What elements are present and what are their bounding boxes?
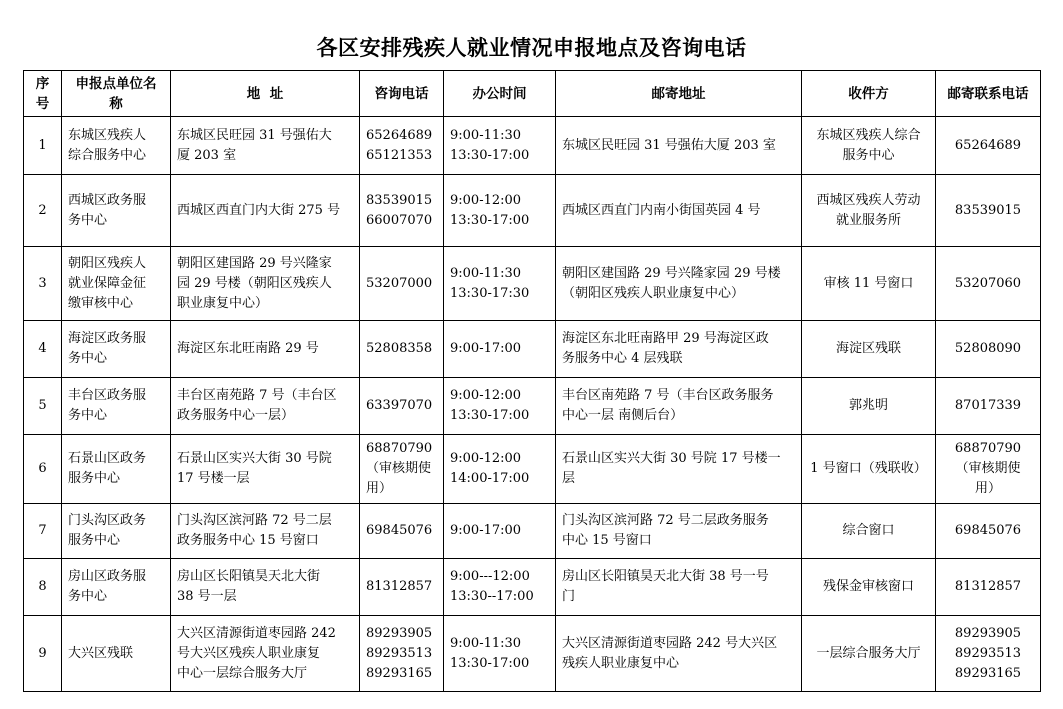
table-row — [24, 616, 1041, 692]
cell-hours: 9:00-17:00 — [444, 504, 556, 559]
header-hours: 办公时间 — [444, 71, 556, 117]
cell-mail-address: 朝阳区建国路 29 号兴隆家园 29 号楼 （朝阳区残疾人职业康复中心） — [556, 247, 802, 321]
table-row — [24, 117, 1041, 175]
table-row — [24, 504, 1041, 559]
table-row — [24, 435, 1041, 504]
header-unit: 申报点单位名 称 — [62, 71, 171, 117]
cell-recipient: 一层综合服务大厅 — [802, 616, 936, 692]
table-row — [24, 321, 1041, 378]
cell-seq: 7 — [24, 504, 62, 559]
cell-recipient: 郭兆明 — [802, 378, 936, 435]
cell-seq: 2 — [24, 175, 62, 247]
cell-address: 大兴区清源街道枣园路 242 号大兴区残疾人职业康复 中心一层综合服务大厅 — [171, 616, 360, 692]
cell-mail-address: 丰台区南苑路 7 号（丰台区政务服务 中心一层 南侧后台） — [556, 378, 802, 435]
cell-recipient: 残保金审核窗口 — [802, 559, 936, 616]
cell-mail-phone: 81312857 — [936, 559, 1041, 616]
cell-hours: 9:00-11:30 13:30-17:00 — [444, 616, 556, 692]
cell-address: 东城区民旺园 31 号强佑大 厦 203 室 — [171, 117, 360, 175]
cell-recipient: 综合窗口 — [802, 504, 936, 559]
table-row — [24, 247, 1041, 321]
cell-mail-phone: 68870790 （审核期使 用） — [936, 435, 1041, 504]
cell-seq: 8 — [24, 559, 62, 616]
cell-phone: 81312857 — [360, 559, 444, 616]
cell-phone: 89293905 89293513 89293165 — [360, 616, 444, 692]
registration-table — [23, 70, 1041, 692]
header-recipient: 收件方 — [802, 71, 936, 117]
cell-mail-address: 海淀区东北旺南路甲 29 号海淀区政 务服务中心 4 层残联 — [556, 321, 802, 378]
cell-unit: 西城区政务服 务中心 — [62, 175, 171, 247]
cell-phone: 68870790 （审核期使 用） — [360, 435, 444, 504]
cell-recipient: 东城区残疾人综合 服务中心 — [802, 117, 936, 175]
cell-address: 海淀区东北旺南路 29 号 — [171, 321, 360, 378]
cell-mail-address: 大兴区清源街道枣园路 242 号大兴区 残疾人职业康复中心 — [556, 616, 802, 692]
cell-address: 西城区西直门内大街 275 号 — [171, 175, 360, 247]
cell-address: 朝阳区建国路 29 号兴隆家 园 29 号楼（朝阳区残疾人 职业康复中心） — [171, 247, 360, 321]
cell-hours: 9:00---12:00 13:30--17:00 — [444, 559, 556, 616]
header-mail-address: 邮寄地址 — [556, 71, 802, 117]
cell-recipient: 海淀区残联 — [802, 321, 936, 378]
cell-mail-address: 房山区长阳镇昊天北大街 38 号一号 门 — [556, 559, 802, 616]
cell-recipient: 1 号窗口（残联收） — [802, 435, 936, 504]
cell-mail-address: 石景山区实兴大街 30 号院 17 号楼一 层 — [556, 435, 802, 504]
header-address: 地 址 — [171, 71, 360, 117]
cell-phone: 53207000 — [360, 247, 444, 321]
page-title: 各区安排残疾人就业情况申报地点及咨询电话 — [316, 36, 747, 60]
cell-unit: 海淀区政务服 务中心 — [62, 321, 171, 378]
cell-unit: 丰台区政务服 务中心 — [62, 378, 171, 435]
cell-phone: 83539015 66007070 — [360, 175, 444, 247]
cell-hours: 9:00-12:00 13:30-17:00 — [444, 175, 556, 247]
table-row — [24, 559, 1041, 616]
cell-phone: 63397070 — [360, 378, 444, 435]
cell-mail-phone: 87017339 — [936, 378, 1041, 435]
cell-unit: 大兴区残联 — [62, 616, 171, 692]
cell-seq: 9 — [24, 616, 62, 692]
cell-mail-phone: 89293905 89293513 89293165 — [936, 616, 1041, 692]
cell-seq: 6 — [24, 435, 62, 504]
cell-phone: 69845076 — [360, 504, 444, 559]
cell-hours: 9:00-12:00 14:00-17:00 — [444, 435, 556, 504]
cell-unit: 东城区残疾人 综合服务中心 — [62, 117, 171, 175]
cell-hours: 9:00-11:30 13:30-17:00 — [444, 117, 556, 175]
cell-mail-phone: 52808090 — [936, 321, 1041, 378]
cell-unit: 房山区政务服 务中心 — [62, 559, 171, 616]
cell-mail-phone: 53207060 — [936, 247, 1041, 321]
cell-unit: 石景山区政务 服务中心 — [62, 435, 171, 504]
cell-mail-address: 西城区西直门内南小街国英园 4 号 — [556, 175, 802, 247]
cell-hours: 9:00-17:00 — [444, 321, 556, 378]
table-row — [24, 378, 1041, 435]
cell-address: 丰台区南苑路 7 号（丰台区 政务服务中心一层） — [171, 378, 360, 435]
cell-address: 门头沟区滨河路 72 号二层 政务服务中心 15 号窗口 — [171, 504, 360, 559]
cell-phone: 65264689 65121353 — [360, 117, 444, 175]
header-mail-phone: 邮寄联系电话 — [936, 71, 1041, 117]
cell-hours: 9:00-11:30 13:30-17:30 — [444, 247, 556, 321]
cell-mail-phone: 69845076 — [936, 504, 1041, 559]
cell-recipient: 审核 11 号窗口 — [802, 247, 936, 321]
cell-mail-address: 门头沟区滨河路 72 号二层政务服务 中心 15 号窗口 — [556, 504, 802, 559]
cell-mail-phone: 83539015 — [936, 175, 1041, 247]
cell-address: 石景山区实兴大街 30 号院 17 号楼一层 — [171, 435, 360, 504]
cell-mail-phone: 65264689 — [936, 117, 1041, 175]
header-phone: 咨询电话 — [360, 71, 444, 117]
header-seq: 序 号 — [24, 71, 62, 117]
cell-address: 房山区长阳镇昊天北大街 38 号一层 — [171, 559, 360, 616]
cell-recipient: 西城区残疾人劳动 就业服务所 — [802, 175, 936, 247]
cell-hours: 9:00-12:00 13:30-17:00 — [444, 378, 556, 435]
cell-unit: 门头沟区政务 服务中心 — [62, 504, 171, 559]
cell-mail-address: 东城区民旺园 31 号强佑大厦 203 室 — [556, 117, 802, 175]
cell-unit: 朝阳区残疾人 就业保障金征 缴审核中心 — [62, 247, 171, 321]
header-row — [24, 71, 1041, 117]
cell-seq: 3 — [24, 247, 62, 321]
cell-seq: 1 — [24, 117, 62, 175]
cell-seq: 4 — [24, 321, 62, 378]
cell-phone: 52808358 — [360, 321, 444, 378]
cell-seq: 5 — [24, 378, 62, 435]
table-row — [24, 175, 1041, 247]
